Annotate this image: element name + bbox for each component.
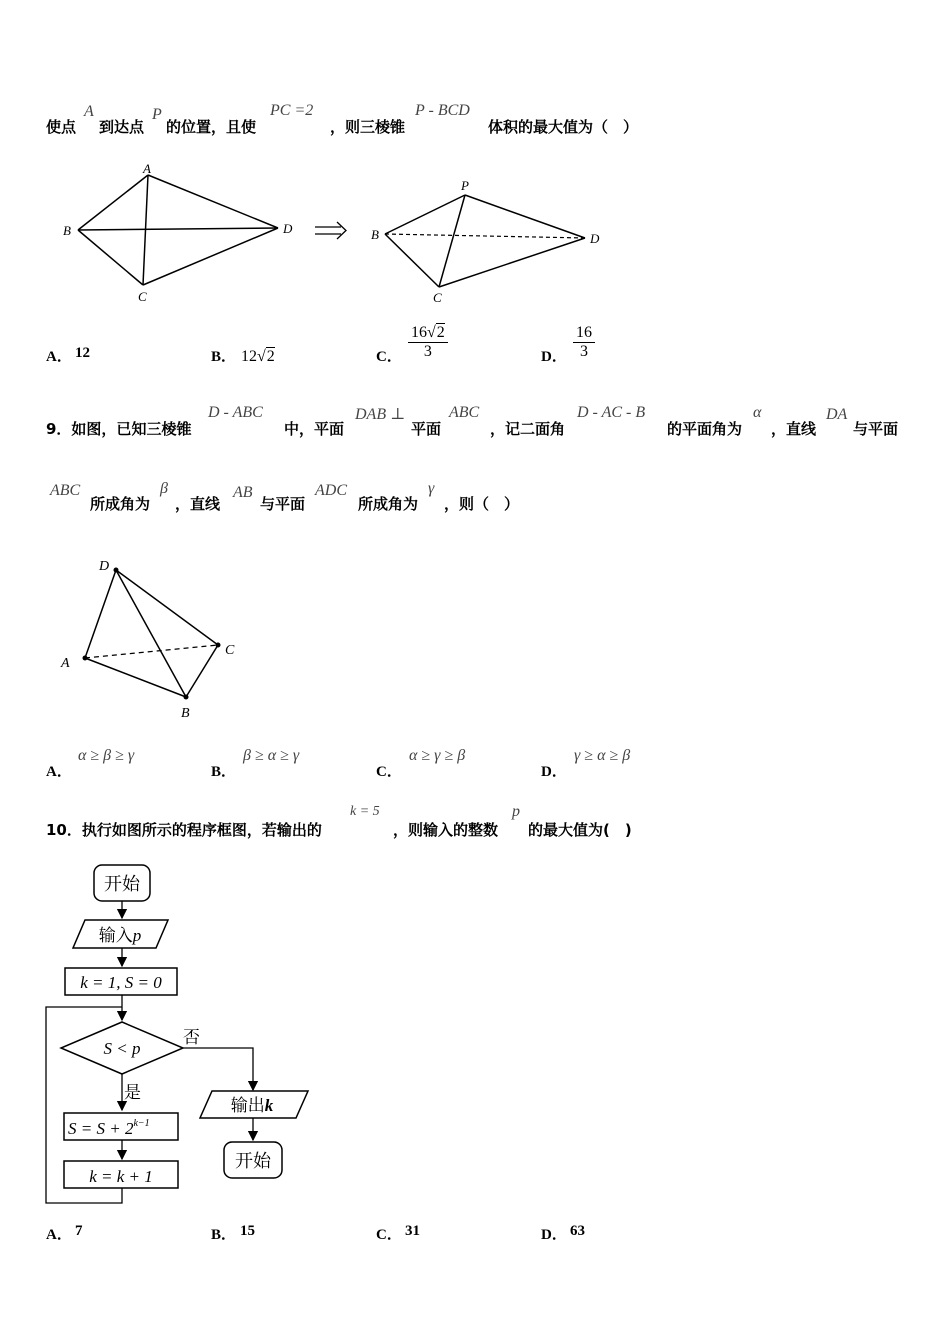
q8-tetrahedron: P - BCD <box>415 102 470 119</box>
q10-option-b-label: B． <box>211 1227 237 1243</box>
flow-update-s-text: $S = S + 2^{k-1}$ <box>68 1118 150 1138</box>
q9-text-6: ，直线 <box>771 420 817 438</box>
q10-option-d-value: 63 <box>570 1223 585 1239</box>
q8-text-4: ，则三棱锥 <box>330 118 406 136</box>
q8-option-a-value: 12 <box>75 345 90 361</box>
q9-figure <box>55 550 255 725</box>
q9-tetrahedron: D - ABC <box>208 404 263 421</box>
q9-option-c-value: α ≥ γ ≥ β <box>409 747 466 764</box>
q8-option-c-num-coef: 16 <box>411 324 427 341</box>
q9-option-c-label: C． <box>376 764 402 780</box>
q9-beta: β <box>160 480 168 497</box>
q8-right-label-c: C <box>433 290 442 305</box>
q8-option-a-label: A． <box>46 349 72 365</box>
flow-input-text: 输入p <box>98 926 142 946</box>
q8-option-d-fraction <box>573 324 595 361</box>
q9-plane-adc: ADC <box>315 482 347 499</box>
q9-label-a: A <box>61 656 70 671</box>
q8-eq-pc: PC =2 <box>270 102 314 119</box>
q9-alpha: α <box>753 404 762 421</box>
q10-text-3: 的最大值为( ) <box>528 821 632 839</box>
q9-text-2: 中，平面 <box>284 420 345 438</box>
q9-label-c: C <box>225 643 235 658</box>
q8-left-label-a: A <box>143 161 151 176</box>
q9-text-7: 与平面 <box>853 420 899 438</box>
q8-option-c-den: 3 <box>423 343 432 360</box>
q9-option-a-label: A． <box>46 764 72 780</box>
flow-decision-text: S < p <box>103 1039 141 1058</box>
q9-text-4: ，记二面角 <box>490 420 566 438</box>
q10-option-b-value: 15 <box>240 1223 255 1239</box>
q8-point-a: A <box>84 103 94 120</box>
q8-option-d-den: 3 <box>580 343 588 360</box>
q8-right-label-b: B <box>371 227 379 242</box>
flow-end-text: 开始 <box>235 1151 271 1172</box>
implies-arrow-icon <box>315 222 346 239</box>
flow-output-text: 输出k <box>230 1096 274 1116</box>
q9-option-a-value: α ≥ β ≥ γ <box>78 747 135 764</box>
q8-right-label-d: D <box>590 231 600 246</box>
q8-option-b-label: B． <box>211 349 237 365</box>
q9-text-3: 平面 <box>411 420 442 438</box>
q9-plane-abc-2: ABC <box>50 482 81 499</box>
q8-text-1: 使点 <box>46 118 77 136</box>
q8-option-b-rad: 2 <box>266 348 275 365</box>
q8-left-label-c: C <box>138 289 147 304</box>
q8-point-p: P <box>152 106 162 123</box>
q8-option-c-fraction: $\frac{16√2}{3}$ <box>408 324 448 361</box>
q8-left-label-b: B <box>63 223 71 238</box>
q8-option-c-label: C． <box>376 349 402 365</box>
q9-text-5: 的平面角为 <box>667 420 743 438</box>
q10-flowchart <box>40 860 320 1210</box>
q10-option-a-value: 7 <box>75 1223 83 1239</box>
q8-option-d-num: 16 <box>573 324 595 343</box>
q10-text-1: 10．执行如图所示的程序框图，若输出的 <box>46 821 322 839</box>
q10-option-c-value: 31 <box>405 1223 420 1239</box>
q8-left-label-d: D <box>283 221 293 236</box>
q8-text-3: 的位置，且使 <box>166 118 257 136</box>
q9-text-12: ，则（ ） <box>444 495 520 513</box>
q9-option-d-value: γ ≥ α ≥ β <box>574 747 631 764</box>
q8-text-5: 体积的最大值为（ ） <box>488 118 639 136</box>
flow-no-label: 否 <box>183 1028 200 1048</box>
q9-line-ab: AB <box>233 484 253 501</box>
q9-label-b: B <box>181 706 190 721</box>
q9-plane-dab: DAB ⊥ <box>355 406 406 423</box>
q9-text-11: 所成角为 <box>358 495 419 513</box>
q9-label-d: D <box>99 559 110 574</box>
q10-option-d-label: D． <box>541 1227 567 1243</box>
q9-option-b-value: β ≥ α ≥ γ <box>243 747 300 764</box>
q8-right-label-p: P <box>461 178 469 193</box>
q9-option-b-label: B． <box>211 764 237 780</box>
q10-text-2: ，则输入的整数 <box>393 821 499 839</box>
q8-option-d-label: D． <box>541 349 567 365</box>
q8-option-b-coef: 12 <box>241 348 257 365</box>
flow-yes-label: 是 <box>124 1083 141 1103</box>
flow-start-text: 开始 <box>104 874 140 895</box>
q10-k-eq: k = 5 <box>350 804 380 819</box>
q8-option-c-num-rad: 2 <box>436 324 445 341</box>
q9-gamma: γ <box>428 480 435 497</box>
q9-text-10: 与平面 <box>260 495 306 513</box>
q9-text-9: ，直线 <box>175 495 221 513</box>
q9-text-1: 9．如图，已知三棱锥 <box>46 420 192 438</box>
q10-option-a-label: A． <box>46 1227 72 1243</box>
q9-option-d-label: D． <box>541 764 567 780</box>
q8-text-2: 到达点 <box>99 118 145 136</box>
flow-update-k-text: k = k + 1 <box>89 1167 153 1186</box>
q9-text-8: 所成角为 <box>90 495 151 513</box>
q8-option-b-value: 12√2 <box>241 348 275 365</box>
q9-plane-abc: ABC <box>449 404 480 421</box>
flow-init-text: k = 1, S = 0 <box>80 973 162 992</box>
q10-p: p <box>512 803 520 820</box>
q10-option-c-label: C． <box>376 1227 402 1243</box>
q9-line-da: DA <box>826 406 848 423</box>
q9-dihedral-angle: D - AC - B <box>577 404 646 421</box>
q8-figure <box>55 155 615 310</box>
